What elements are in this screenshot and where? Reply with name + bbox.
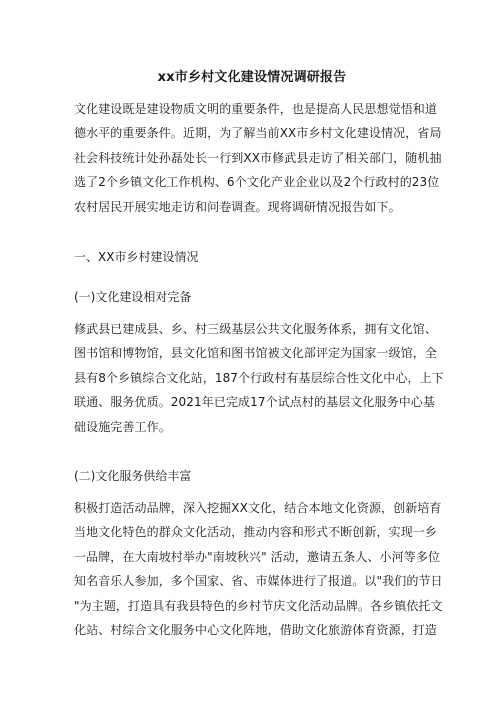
paragraph-line: 积极打造活动品牌，深入挖掘XX文化，结合本地文化资源，创新培育 — [74, 501, 442, 515]
intro-line: 德水平的重要条件。近期，为了解当前XX市乡村文化建设情况，省局 — [74, 126, 442, 141]
paragraph-line: 县有8个乡镇综合文化站，187个行政村有基层综合性文化中心，上下 — [74, 370, 444, 385]
intro-line: 社会科技统计处孙磊处长一行到XX市修武县走访了相关部门，随机抽 — [74, 150, 442, 165]
paragraph-line: 知名音乐人参加，多个国家、省、市媒体进行了报道。以"我们的节日 — [74, 574, 443, 589]
paragraph-line: 一品牌，在大南坡村举办"南坡秋兴" 活动，邀请五条人、小河等多位 — [74, 549, 441, 564]
paragraph-line: "为主题，打造具有我县特色的乡村节庆文化活动品牌。各乡镇依托文 — [74, 598, 443, 613]
paragraph-line: 础设施完善工作。 — [74, 419, 171, 434]
intro-line: 文化建设既是建设物质文明的重要条件，也是提高人民思想觉悟和道 — [74, 102, 438, 116]
paragraph-line: 化站、村综合文化服务中心文化阵地，借助文化旅游体育资源，打造 — [74, 623, 438, 638]
intro-line: 选了2个乡镇文化工作机构、6个文化产业企业以及2个行政村的23位 — [74, 175, 440, 190]
paragraph-line: 修武县已建成县、乡、村三级基层公共文化服务体系，拥有文化馆、 — [74, 322, 438, 336]
paragraph-line: 联通、服务优质。2021年已完成17个试点村的基层文化服务中心基 — [74, 395, 436, 410]
intro-paragraph — [74, 97, 442, 219]
document-title: xx市乡村文化建设情况调研报告 — [157, 70, 347, 85]
intro-line: 农村居民开展实地走访和问卷调查。现将调研情况报告如下。 — [74, 199, 401, 214]
subsection-1-paragraph — [74, 317, 444, 439]
paragraph-line: 图书馆和博物馆，县文化馆和图书馆被文化部评定为国家一级馆，全 — [74, 346, 438, 361]
subsection-2-paragraph — [74, 496, 443, 642]
paragraph-line: 当地文化特色的群众文化活动，推动内容和形式不断创新，实现一乡 — [74, 525, 438, 540]
subsection-heading: (一)文化建设相对完备 — [74, 290, 192, 304]
subsection-heading: (二)文化服务供给丰富 — [74, 469, 192, 483]
section-heading: 一、XX市乡村建设情况 — [74, 250, 199, 264]
